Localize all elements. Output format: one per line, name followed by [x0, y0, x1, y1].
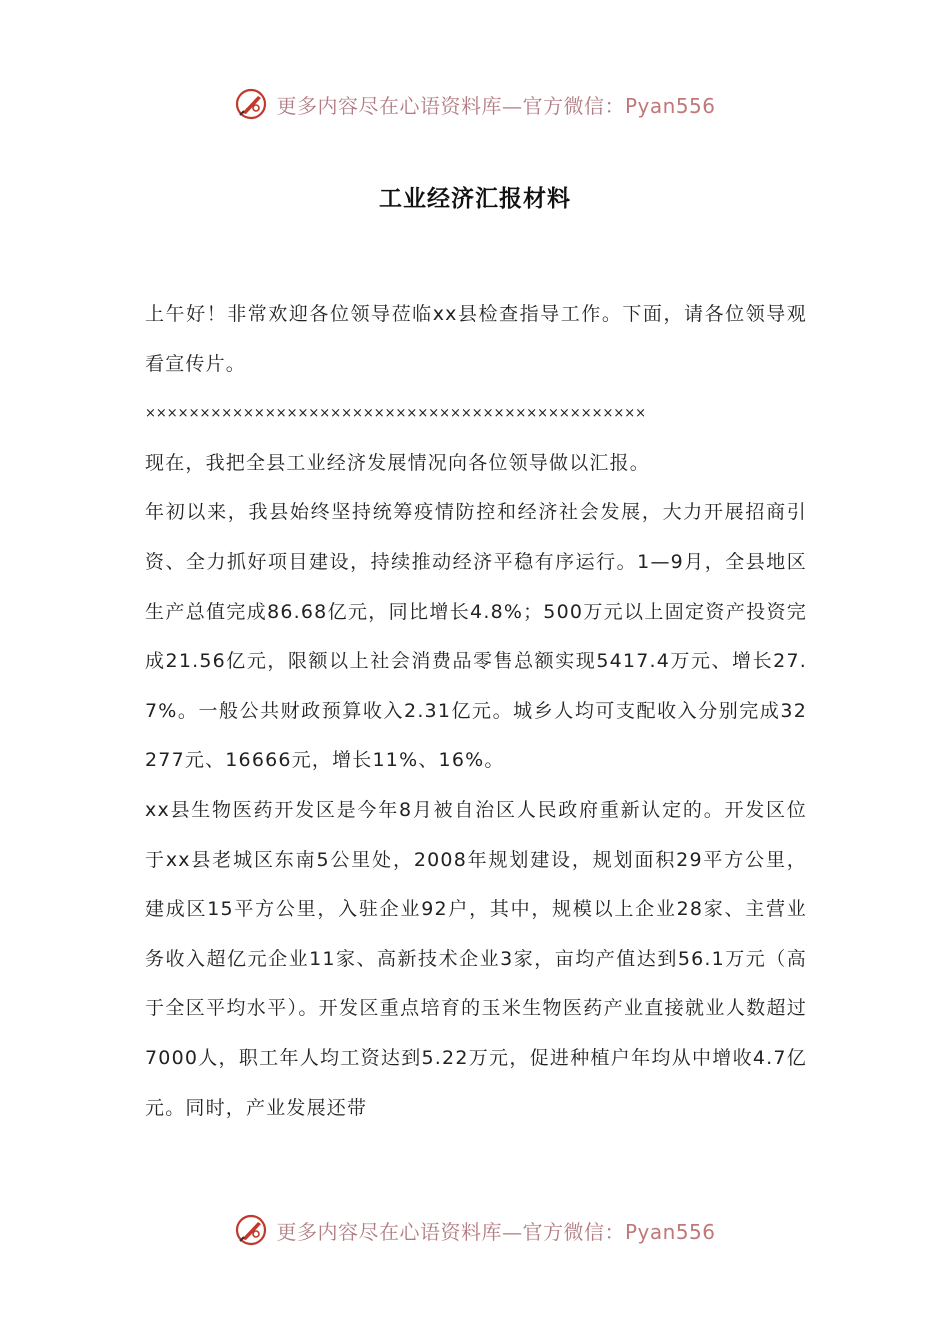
paragraph-intro: 现在，我把全县工业经济发展情况向各位领导做以汇报。: [145, 451, 651, 474]
quill-pen-logo-icon: [234, 1213, 268, 1247]
header-banner: [0, 84, 950, 124]
banner-text: 更多内容尽在心语资料库—官方微信：Pyan556: [276, 93, 716, 118]
document-title: 工业经济汇报材料: [379, 185, 571, 212]
wechat-id: Pyan556: [624, 93, 716, 118]
footer-banner: [0, 1210, 950, 1250]
placeholder-x-line: ××××××××××××××××××××××××××××××××××××××××××××××: [145, 406, 647, 422]
quill-pen-logo-icon: [234, 87, 268, 121]
paragraph-economy-overview: 年初以来，我县始终坚持统筹疫情防控和经济社会发展，大力开展招商引资、全力抓好项目建设，持续推动经济平稳有序运行。1—9月，全县地区生产总值完成86.68亿元，同比增长4.8%；500万元以上固定资产投资完成21.56亿元，限额以上社会消费品零售总额实现5417.4万元、增长27.7%。一般公共财政预算收入2.31亿元。城乡人均可支配收入分别完成32277元、16666元，增长11%、16%。: [145, 501, 807, 772]
wechat-id: Pyan556: [624, 1219, 716, 1244]
paragraph-development-zone: xx县生物医药开发区是今年8月被自治区人民政府重新认定的。开发区位于xx县老城区东南5公里处，2008年规划建设，规划面积29平方公里，建成区15平方公里，入驻企业92户，其中，规模以上企业28家、主营业务收入超亿元企业11家、高新技术企业3家，亩均产值达到56.1万元（高于全区平均水平）。开发区重点培育的玉米生物医药产业直接就业人数超过7000人，职工年人均工资达到5.22万元，促进种植户年均从中增收4.7亿元。同时，产业发展还带: [145, 798, 807, 1119]
banner-text: 更多内容尽在心语资料库—官方微信：Pyan556: [276, 1219, 716, 1244]
paragraph-greeting: 上午好！非常欢迎各位领导莅临xx县检查指导工作。下面，请各位领导观看宣传片。: [145, 303, 807, 375]
document-body: [145, 290, 807, 1133]
